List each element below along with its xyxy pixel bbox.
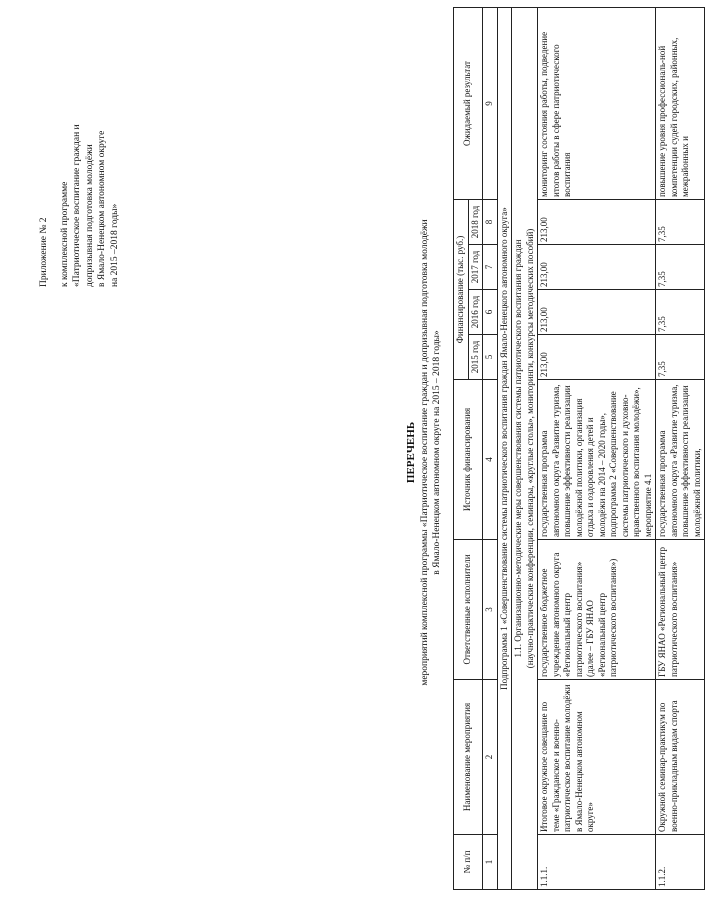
header-year-2015: 2015 год: [468, 335, 483, 380]
appendix-line: в Ямало-Ненецком автономном округе: [97, 130, 107, 287]
header-row: [454, 8, 469, 890]
appendix-line: на 2015 –2018 годы»: [109, 203, 120, 287]
heading-line-2: в Ямало-Ненецком автономном округе на 2015 – 2018 годы»: [432, 330, 442, 575]
header-responsible: Ответственные исполнители: [454, 540, 483, 680]
table-row: [538, 8, 656, 890]
table-row: [656, 8, 705, 890]
row-2015: 213,00: [538, 335, 656, 380]
section-cell: [512, 8, 538, 890]
row-2018: 213,00: [538, 200, 656, 245]
appendix-line: к комплексной программе: [59, 181, 70, 287]
col-number: 1: [483, 835, 498, 890]
row-2017: 7,35: [656, 245, 705, 290]
col-number: 2: [483, 680, 498, 835]
appendix-title: Приложение № 2: [39, 217, 49, 287]
header-financing: Финансирование (тыс. руб.): [454, 200, 469, 380]
row-2015: 7,35: [656, 335, 705, 380]
header-year-2018: 2018 год: [468, 200, 483, 245]
column-number-row: [483, 8, 498, 890]
document-title: ПЕРЕЧЕНЬ: [405, 421, 417, 484]
row-2016: 213,00: [538, 290, 656, 335]
appendix-line: «Патриотическое воспитание граждан и: [72, 124, 82, 287]
row-expected: повышение уровня профессиональ-ной компетенции судей городских, районных, межрайонных и: [656, 8, 705, 200]
col-number: 5: [483, 335, 498, 380]
header-expected: Ожидаемый результат: [454, 8, 483, 200]
appendix-line: допризывная подготовка молодёжи: [84, 144, 95, 287]
col-number: 8: [483, 200, 498, 245]
col-number: 9: [483, 8, 498, 200]
row-expected: мониторинг состояния работы, подведение итогов работы в сфере патриотического воспитания: [538, 8, 656, 200]
row-source: государственная программа автономного округа «Развитие туризма, повышение эффективности реализации молодёжной политики, организация отдыха и оздоровления детей и молодёжи на 2014 – 2020 годы», подпрограмма 2 «Совершенствование системы патриотического и духовно-нравственного воспитания молодёжи», мероприятие 4.1: [538, 380, 656, 540]
section-row: [512, 8, 538, 890]
appendix-block: [38, 17, 121, 287]
subprogram-title: Подпрограмма 1 «Совершенствование системы патриотического воспитания граждан Ямало-Ненецкого автономного округа»: [497, 8, 512, 890]
row-name: Окружной семинар-практикум по военно-прикладным видам спорта: [656, 680, 705, 835]
row-name: Итоговое окружное совещание по теме «Гражданское и военно-патриотическое воспитание молодёжи в Ямало-Ненецком автономном округе»: [538, 680, 656, 835]
subprogram-row: [497, 8, 512, 890]
section-subtitle: (научно-практические конференции, семинары, «круглые столы», мониторинги, конкурсы методических пособий): [524, 228, 535, 669]
row-2018: 7,35: [656, 200, 705, 245]
col-number: 3: [483, 540, 498, 680]
header-num: № п/п: [454, 835, 483, 890]
row-num: 1.1.2.: [656, 835, 705, 890]
header-year-2016: 2016 год: [468, 290, 483, 335]
row-2017: 213,00: [538, 245, 656, 290]
document-heading: [405, 0, 443, 905]
col-number: 4: [483, 380, 498, 540]
section-title: 1.1. Организационно-методические меры совершенствования системы патриотического воспитания граждан: [513, 239, 523, 658]
row-source: государственная программа автономного округа «Развитие туризма, повышение эффективности реализации молодёжной политики,: [656, 380, 705, 540]
row-responsible: ГБУ ЯНАО «Региональный центр патриотического воспитания»: [656, 540, 705, 680]
header-year-2017: 2017 год: [468, 245, 483, 290]
col-number: 7: [483, 245, 498, 290]
header-name: Наименование мероприятия: [454, 680, 483, 835]
header-source: Источник финансирования: [454, 380, 483, 540]
heading-line-1: мероприятий комплексной программы «Патриотическое воспитание граждан и допризывная подготовка молодёжи: [420, 219, 430, 686]
col-number: 6: [483, 290, 498, 335]
measures-table: [453, 7, 705, 890]
row-num: 1.1.1.: [538, 835, 656, 890]
row-responsible: государственное бюджетное учреждение автономного округа «Региональный центр патриотического воспитания» (далее – ГБУ ЯНАО «Региональный центр патриотического воспитания»): [538, 540, 656, 680]
row-2016: 7,35: [656, 290, 705, 335]
